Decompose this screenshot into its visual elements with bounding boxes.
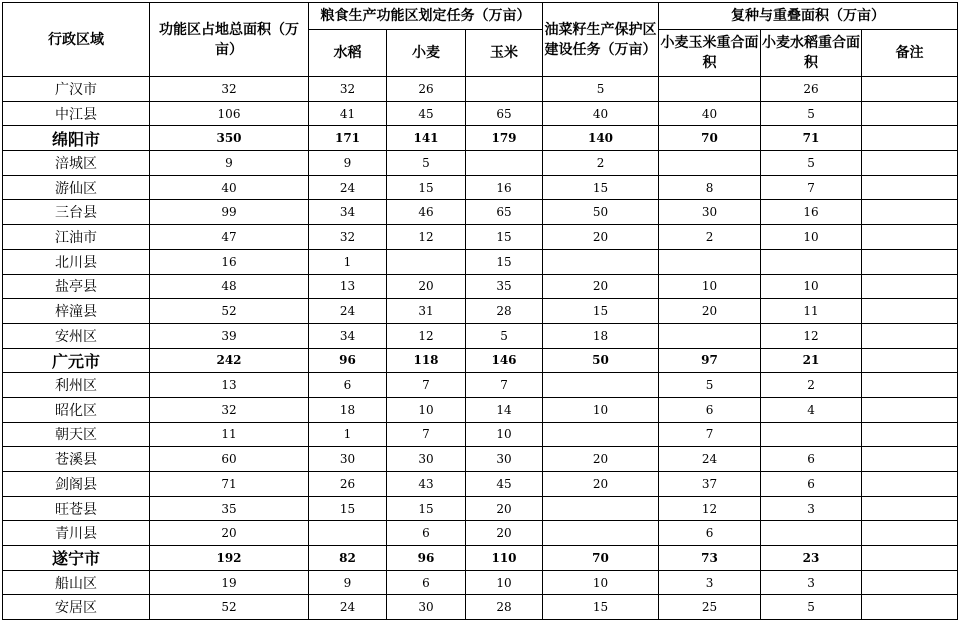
cell-region: 旺苍县	[3, 496, 150, 521]
cell-corn: 65	[466, 200, 543, 225]
cell-region: 安州区	[3, 323, 150, 348]
cell-wheat: 20	[387, 274, 466, 299]
cell-rice: 34	[309, 200, 387, 225]
cell-total-area: 47	[150, 225, 309, 250]
cell-corn: 14	[466, 397, 543, 422]
cell-wheat-corn: 7	[659, 422, 761, 447]
cell-rapeseed: 15	[543, 595, 659, 620]
cell-region: 江油市	[3, 225, 150, 250]
cell-corn: 65	[466, 101, 543, 126]
cell-rice: 32	[309, 225, 387, 250]
cell-rice: 1	[309, 422, 387, 447]
cell-wheat: 12	[387, 225, 466, 250]
cell-corn: 146	[466, 348, 543, 373]
cell-wheat-rice: 71	[761, 126, 862, 151]
cell-wheat	[387, 249, 466, 274]
cell-region: 青川县	[3, 521, 150, 546]
cell-rapeseed: 2	[543, 151, 659, 176]
cell-region: 梓潼县	[3, 299, 150, 324]
cell-total-area: 48	[150, 274, 309, 299]
cell-region: 剑阁县	[3, 472, 150, 497]
cell-rapeseed	[543, 422, 659, 447]
cell-total-area: 192	[150, 546, 309, 571]
cell-rapeseed: 15	[543, 175, 659, 200]
cell-rice: 18	[309, 397, 387, 422]
cell-wheat-rice	[761, 249, 862, 274]
table-row	[3, 521, 958, 546]
table-row	[3, 373, 958, 398]
cell-notes	[862, 77, 958, 102]
cell-corn: 20	[466, 521, 543, 546]
cell-total-area: 350	[150, 126, 309, 151]
cell-wheat: 26	[387, 77, 466, 102]
cell-corn: 179	[466, 126, 543, 151]
table-row	[3, 225, 958, 250]
cell-region: 北川县	[3, 249, 150, 274]
cell-wheat-corn: 25	[659, 595, 761, 620]
cell-wheat-rice: 2	[761, 373, 862, 398]
cell-wheat: 141	[387, 126, 466, 151]
cell-corn: 15	[466, 249, 543, 274]
cell-total-area: 52	[150, 299, 309, 324]
cell-rice: 96	[309, 348, 387, 373]
cell-notes	[862, 546, 958, 571]
cell-notes	[862, 472, 958, 497]
header-total-area: 功能区占地总面积（万亩）	[150, 3, 309, 77]
cell-corn: 10	[466, 570, 543, 595]
cell-notes	[862, 200, 958, 225]
cell-rapeseed: 20	[543, 274, 659, 299]
cell-wheat: 7	[387, 422, 466, 447]
cell-wheat-corn: 97	[659, 348, 761, 373]
cell-rapeseed: 70	[543, 546, 659, 571]
table-row	[3, 570, 958, 595]
cell-total-area: 40	[150, 175, 309, 200]
cell-wheat-rice: 11	[761, 299, 862, 324]
header-wheat-rice: 小麦水稻重合面积	[761, 30, 862, 77]
cell-corn: 30	[466, 447, 543, 472]
cell-total-area: 13	[150, 373, 309, 398]
cell-corn: 10	[466, 422, 543, 447]
cell-notes	[862, 101, 958, 126]
table-row	[3, 447, 958, 472]
cell-rapeseed: 20	[543, 225, 659, 250]
cell-wheat: 10	[387, 397, 466, 422]
cell-wheat-corn	[659, 323, 761, 348]
cell-wheat: 7	[387, 373, 466, 398]
cell-wheat-corn: 2	[659, 225, 761, 250]
cell-wheat: 30	[387, 595, 466, 620]
cell-wheat-corn: 8	[659, 175, 761, 200]
table-row	[3, 496, 958, 521]
cell-rapeseed: 15	[543, 299, 659, 324]
cell-corn	[466, 151, 543, 176]
cell-total-area: 60	[150, 447, 309, 472]
cell-wheat: 45	[387, 101, 466, 126]
cell-wheat-corn	[659, 77, 761, 102]
cell-wheat-corn: 3	[659, 570, 761, 595]
table-row	[3, 77, 958, 102]
cell-rice: 24	[309, 595, 387, 620]
table-row	[3, 323, 958, 348]
cell-wheat-rice	[761, 422, 862, 447]
cell-rice: 26	[309, 472, 387, 497]
cell-rice: 24	[309, 175, 387, 200]
cell-total-area: 9	[150, 151, 309, 176]
cell-notes	[862, 225, 958, 250]
cell-wheat: 31	[387, 299, 466, 324]
cell-region: 利州区	[3, 373, 150, 398]
cell-rapeseed: 18	[543, 323, 659, 348]
cell-rapeseed: 140	[543, 126, 659, 151]
cell-region: 船山区	[3, 570, 150, 595]
cell-rice: 24	[309, 299, 387, 324]
cell-region: 涪城区	[3, 151, 150, 176]
cell-corn: 15	[466, 225, 543, 250]
cell-region: 盐亭县	[3, 274, 150, 299]
cell-rice: 9	[309, 570, 387, 595]
cell-wheat-rice: 26	[761, 77, 862, 102]
table-row	[3, 101, 958, 126]
cell-wheat-rice: 4	[761, 397, 862, 422]
cell-wheat-rice: 5	[761, 595, 862, 620]
cell-rapeseed: 20	[543, 447, 659, 472]
cell-corn: 28	[466, 595, 543, 620]
cell-total-area: 39	[150, 323, 309, 348]
cell-rapeseed: 50	[543, 200, 659, 225]
header-rapeseed: 油菜籽生产保护区建设任务（万亩）	[543, 3, 659, 77]
cell-region: 昭化区	[3, 397, 150, 422]
cell-notes	[862, 151, 958, 176]
table-row	[3, 175, 958, 200]
cell-wheat-rice: 6	[761, 447, 862, 472]
cell-region: 安居区	[3, 595, 150, 620]
cell-total-area: 11	[150, 422, 309, 447]
cell-wheat-corn: 20	[659, 299, 761, 324]
cell-rapeseed: 40	[543, 101, 659, 126]
cell-rice: 1	[309, 249, 387, 274]
cell-rapeseed	[543, 496, 659, 521]
table-row	[3, 200, 958, 225]
header-wheat-corn: 小麦玉米重合面积	[659, 30, 761, 77]
header-wheat: 小麦	[387, 30, 466, 77]
cell-notes	[862, 521, 958, 546]
cell-rice: 82	[309, 546, 387, 571]
cell-total-area: 71	[150, 472, 309, 497]
cell-rapeseed: 5	[543, 77, 659, 102]
cell-rice: 15	[309, 496, 387, 521]
cell-total-area: 16	[150, 249, 309, 274]
table-row	[3, 472, 958, 497]
table-header	[3, 3, 958, 77]
cell-total-area: 32	[150, 397, 309, 422]
cell-wheat-corn: 30	[659, 200, 761, 225]
cell-corn: 7	[466, 373, 543, 398]
cell-region: 遂宁市	[3, 546, 150, 571]
cell-wheat: 46	[387, 200, 466, 225]
cell-notes	[862, 175, 958, 200]
cell-wheat: 96	[387, 546, 466, 571]
cell-wheat-rice	[761, 521, 862, 546]
cell-notes	[862, 422, 958, 447]
cell-notes	[862, 299, 958, 324]
city-summary-row	[3, 348, 958, 373]
cell-wheat-rice: 12	[761, 323, 862, 348]
cell-corn: 20	[466, 496, 543, 521]
cell-rice	[309, 521, 387, 546]
cell-wheat-corn: 40	[659, 101, 761, 126]
cell-corn: 16	[466, 175, 543, 200]
cell-wheat-rice: 10	[761, 274, 862, 299]
cell-notes	[862, 126, 958, 151]
cell-total-area: 20	[150, 521, 309, 546]
cell-total-area: 99	[150, 200, 309, 225]
cell-rapeseed	[543, 373, 659, 398]
cell-rapeseed: 50	[543, 348, 659, 373]
cell-notes	[862, 274, 958, 299]
cell-wheat: 118	[387, 348, 466, 373]
table-row	[3, 422, 958, 447]
cell-rice: 30	[309, 447, 387, 472]
cell-wheat-rice: 10	[761, 225, 862, 250]
cell-wheat-corn: 5	[659, 373, 761, 398]
cell-wheat: 6	[387, 521, 466, 546]
cell-region: 中江县	[3, 101, 150, 126]
cell-rapeseed: 20	[543, 472, 659, 497]
cell-wheat-rice: 5	[761, 151, 862, 176]
cell-rice: 9	[309, 151, 387, 176]
cell-wheat-rice: 23	[761, 546, 862, 571]
cell-total-area: 106	[150, 101, 309, 126]
table-row	[3, 274, 958, 299]
cell-total-area: 242	[150, 348, 309, 373]
cell-wheat-rice: 6	[761, 472, 862, 497]
cell-notes	[862, 496, 958, 521]
cell-rapeseed	[543, 521, 659, 546]
header-corn: 玉米	[466, 30, 543, 77]
cell-wheat: 12	[387, 323, 466, 348]
cell-total-area: 35	[150, 496, 309, 521]
header-overlap-group: 复种与重叠面积（万亩）	[659, 3, 958, 30]
table-body	[3, 77, 958, 620]
table-row	[3, 151, 958, 176]
header-notes: 备注	[862, 30, 958, 77]
cell-wheat-rice: 7	[761, 175, 862, 200]
cell-notes	[862, 595, 958, 620]
table-row	[3, 249, 958, 274]
cell-wheat-corn: 12	[659, 496, 761, 521]
cell-wheat: 6	[387, 570, 466, 595]
cell-wheat-corn: 6	[659, 397, 761, 422]
cell-rapeseed	[543, 249, 659, 274]
cell-wheat: 15	[387, 175, 466, 200]
cell-total-area: 19	[150, 570, 309, 595]
cell-notes	[862, 397, 958, 422]
cell-corn: 28	[466, 299, 543, 324]
cell-wheat-corn: 37	[659, 472, 761, 497]
cell-corn	[466, 77, 543, 102]
land-allocation-table	[2, 2, 958, 620]
table-row	[3, 299, 958, 324]
city-summary-row	[3, 126, 958, 151]
cell-rapeseed: 10	[543, 397, 659, 422]
cell-wheat-rice: 3	[761, 496, 862, 521]
cell-corn: 45	[466, 472, 543, 497]
header-region: 行政区域	[3, 3, 150, 77]
cell-region: 朝天区	[3, 422, 150, 447]
cell-total-area: 32	[150, 77, 309, 102]
cell-notes	[862, 570, 958, 595]
cell-wheat-corn: 10	[659, 274, 761, 299]
cell-region: 绵阳市	[3, 126, 150, 151]
cell-corn: 5	[466, 323, 543, 348]
cell-region: 三台县	[3, 200, 150, 225]
cell-corn: 35	[466, 274, 543, 299]
cell-total-area: 52	[150, 595, 309, 620]
cell-wheat-rice: 5	[761, 101, 862, 126]
cell-wheat: 43	[387, 472, 466, 497]
cell-wheat-rice: 21	[761, 348, 862, 373]
cell-wheat-corn: 6	[659, 521, 761, 546]
cell-notes	[862, 249, 958, 274]
cell-corn: 110	[466, 546, 543, 571]
cell-wheat-corn: 73	[659, 546, 761, 571]
cell-region: 苍溪县	[3, 447, 150, 472]
cell-wheat-corn	[659, 249, 761, 274]
cell-region: 游仙区	[3, 175, 150, 200]
cell-rapeseed: 10	[543, 570, 659, 595]
cell-notes	[862, 323, 958, 348]
cell-region: 广元市	[3, 348, 150, 373]
cell-rice: 13	[309, 274, 387, 299]
cell-wheat-corn: 24	[659, 447, 761, 472]
table-row	[3, 397, 958, 422]
header-grain-group: 粮食生产功能区划定任务（万亩）	[309, 3, 543, 30]
cell-notes	[862, 348, 958, 373]
cell-region: 广汉市	[3, 77, 150, 102]
cell-rice: 6	[309, 373, 387, 398]
cell-wheat: 5	[387, 151, 466, 176]
cell-rice: 32	[309, 77, 387, 102]
cell-notes	[862, 373, 958, 398]
header-rice: 水稻	[309, 30, 387, 77]
cell-wheat-rice: 16	[761, 200, 862, 225]
cell-wheat: 30	[387, 447, 466, 472]
cell-rice: 41	[309, 101, 387, 126]
cell-notes	[862, 447, 958, 472]
cell-wheat-corn: 70	[659, 126, 761, 151]
city-summary-row	[3, 546, 958, 571]
table-row	[3, 595, 958, 620]
cell-wheat-rice: 3	[761, 570, 862, 595]
cell-rice: 34	[309, 323, 387, 348]
cell-wheat: 15	[387, 496, 466, 521]
cell-rice: 171	[309, 126, 387, 151]
cell-wheat-corn	[659, 151, 761, 176]
